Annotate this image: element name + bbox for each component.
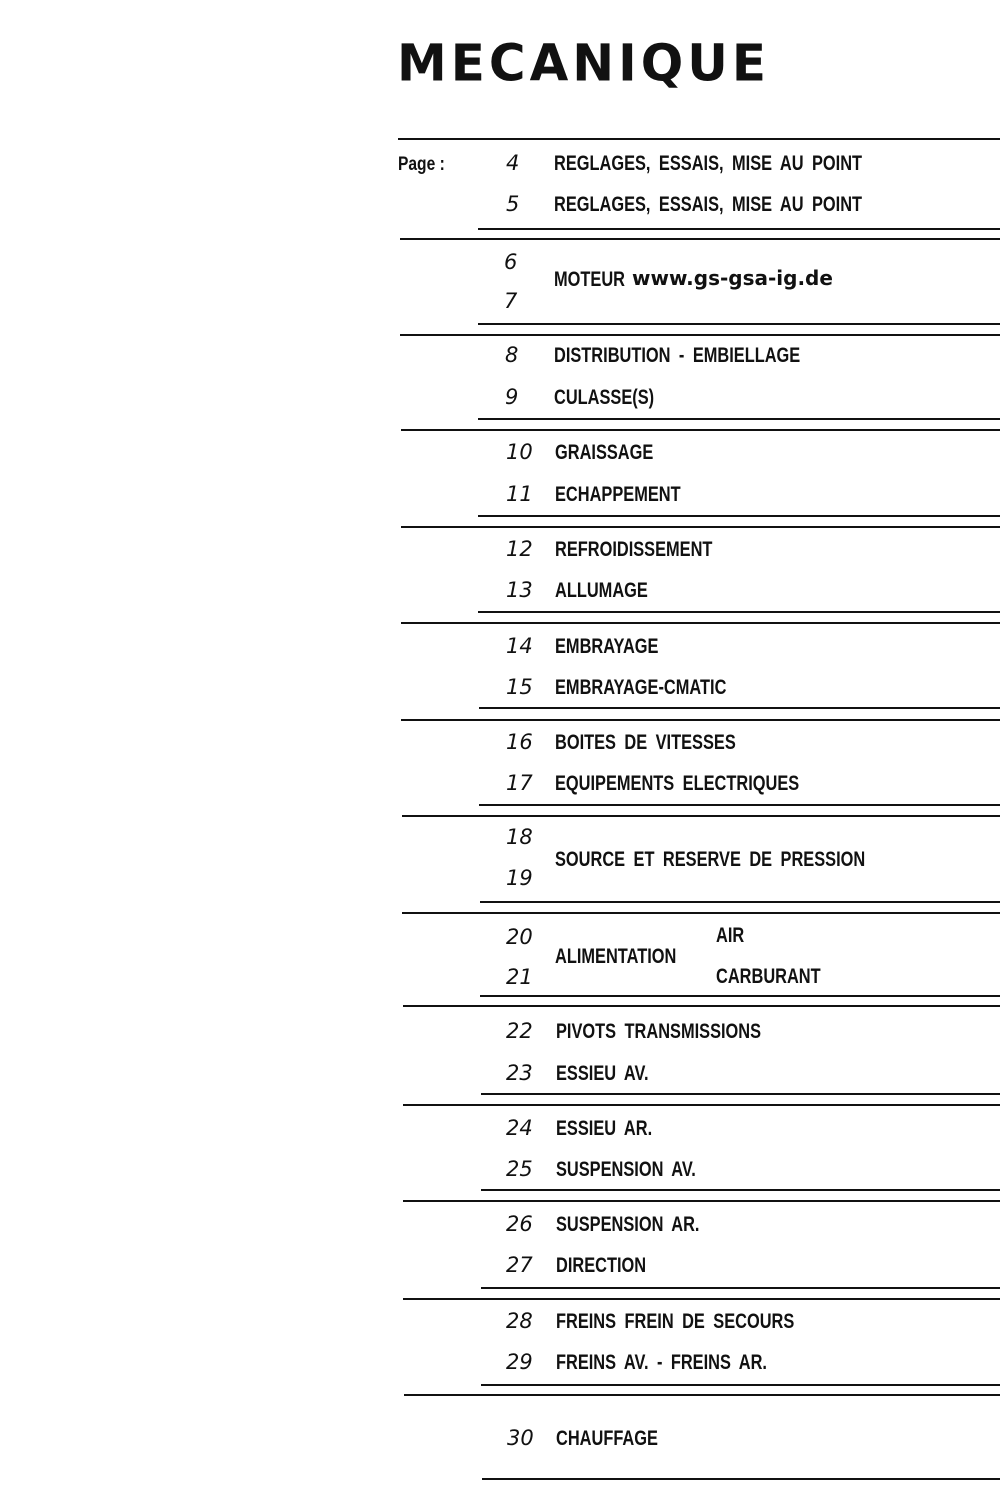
page-number: 28 xyxy=(506,1309,533,1333)
page-number: 23 xyxy=(506,1061,533,1085)
divider xyxy=(404,1394,1000,1396)
page-number: 16 xyxy=(506,730,533,754)
page-number: 21 xyxy=(506,965,533,989)
divider xyxy=(398,138,1000,140)
section-title: EQUIPEMENTS ELECTRIQUES xyxy=(555,772,800,795)
section-subtitle: AIR xyxy=(716,924,745,947)
divider xyxy=(480,901,1000,903)
page-number: 24 xyxy=(506,1116,533,1140)
divider xyxy=(400,238,1000,240)
section-title: REGLAGES, ESSAIS, MISE AU POINT xyxy=(554,152,863,175)
page-number: 26 xyxy=(506,1212,533,1236)
section-title: REFROIDISSEMENT xyxy=(555,538,713,561)
page-number: 13 xyxy=(506,578,533,602)
divider xyxy=(481,1287,1000,1289)
divider xyxy=(478,515,1000,517)
page-number: 6 xyxy=(504,250,518,274)
section-title: ECHAPPEMENT xyxy=(555,483,681,506)
page-column-label: Page : xyxy=(398,154,445,175)
divider xyxy=(481,1093,1000,1095)
divider xyxy=(478,228,1000,230)
divider xyxy=(403,1005,1000,1007)
section-title: SUSPENSION AR. xyxy=(556,1213,700,1236)
divider xyxy=(479,804,1000,806)
page-number: 17 xyxy=(506,771,533,795)
section-title: FREINS AV. - FREINS AR. xyxy=(556,1351,767,1374)
divider xyxy=(478,611,1000,613)
divider xyxy=(478,323,1000,325)
divider xyxy=(403,1104,1000,1106)
section-title: ALIMENTATION xyxy=(555,945,677,968)
page-number: 30 xyxy=(507,1426,534,1450)
divider xyxy=(481,1189,1000,1191)
section-subtitle: CARBURANT xyxy=(716,965,821,988)
watermark-url: www.gs-gsa-ig.de xyxy=(632,266,833,290)
divider xyxy=(401,719,1000,721)
page-number: 14 xyxy=(506,634,533,658)
page-number: 7 xyxy=(504,289,518,313)
divider xyxy=(482,1478,1000,1480)
section-title: EMBRAYAGE-CMATIC xyxy=(555,676,727,699)
page-title: MECANIQUE xyxy=(397,33,771,93)
page-number: 5 xyxy=(506,192,520,216)
divider xyxy=(481,1384,1000,1386)
page-number: 11 xyxy=(506,482,533,506)
divider xyxy=(401,429,1000,431)
page-number: 27 xyxy=(506,1253,533,1277)
section-title: BOITES DE VITESSES xyxy=(555,731,736,754)
divider xyxy=(403,1298,1000,1300)
section-title: PIVOTS TRANSMISSIONS xyxy=(556,1020,762,1043)
page-number: 4 xyxy=(506,151,520,175)
divider xyxy=(480,995,1000,997)
section-title: ESSIEU AV. xyxy=(556,1062,649,1085)
divider xyxy=(402,815,1000,817)
section-title: CHAUFFAGE xyxy=(556,1427,658,1450)
page-number: 20 xyxy=(506,925,533,949)
section-title: SOURCE ET RESERVE DE PRESSION xyxy=(555,848,866,871)
divider xyxy=(400,334,1000,336)
page-number: 8 xyxy=(505,343,519,367)
divider xyxy=(401,526,1000,528)
divider xyxy=(402,912,1000,914)
divider xyxy=(478,418,1000,420)
section-title: EMBRAYAGE xyxy=(555,635,659,658)
page-number: 22 xyxy=(506,1019,533,1043)
section-title: DIRECTION xyxy=(556,1254,647,1277)
section-title: CULASSE(S) xyxy=(554,386,655,409)
page-number: 12 xyxy=(506,537,533,561)
section-title: SUSPENSION AV. xyxy=(556,1158,696,1181)
section-title: REGLAGES, ESSAIS, MISE AU POINT xyxy=(554,193,863,216)
divider xyxy=(479,707,1000,709)
page-number: 18 xyxy=(506,825,533,849)
section-title: MOTEUR xyxy=(554,268,625,291)
divider xyxy=(401,622,1000,624)
page-number: 25 xyxy=(506,1157,533,1181)
section-title: ALLUMAGE xyxy=(555,579,648,602)
page-number: 19 xyxy=(506,866,533,890)
page-number: 10 xyxy=(506,440,533,464)
section-title: ESSIEU AR. xyxy=(556,1117,653,1140)
section-title: GRAISSAGE xyxy=(555,441,654,464)
page-number: 15 xyxy=(506,675,533,699)
section-title: DISTRIBUTION - EMBIELLAGE xyxy=(554,344,801,367)
section-title: FREINS FREIN DE SECOURS xyxy=(556,1310,795,1333)
divider xyxy=(403,1200,1000,1202)
page-number: 9 xyxy=(505,385,519,409)
page-number: 29 xyxy=(506,1350,533,1374)
